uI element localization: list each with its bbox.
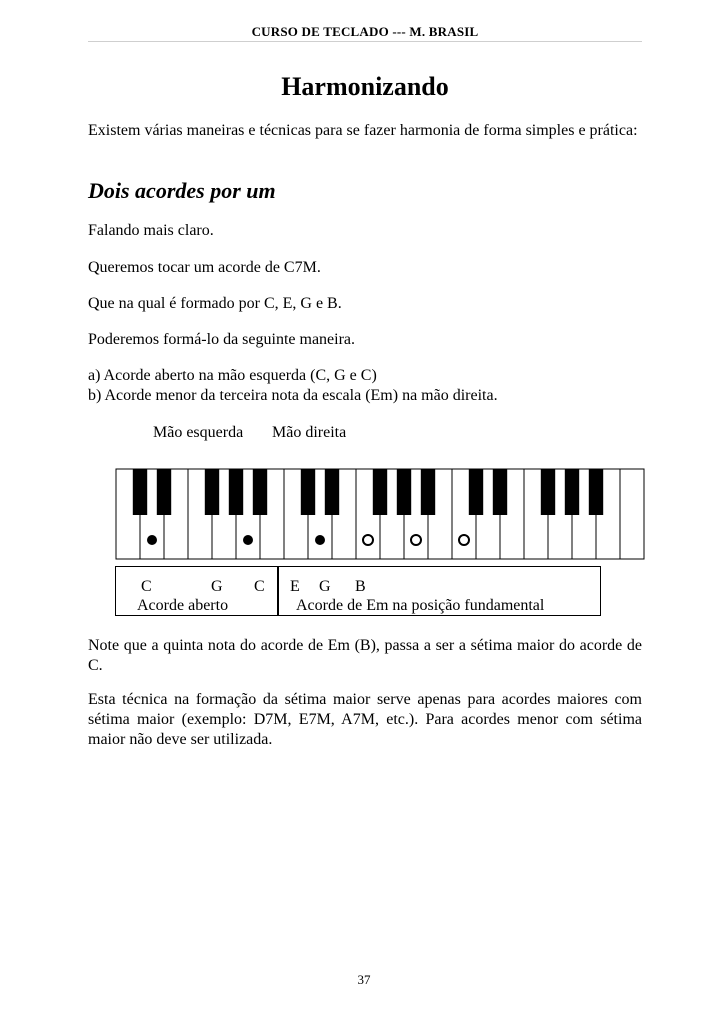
intro-paragraph: Existem várias maneiras e técnicas para se fazer harmonia de forma simples e prática: <box>88 122 638 139</box>
right-note-2: G <box>319 578 331 595</box>
black-key <box>565 469 579 515</box>
filled-note-marker <box>315 535 325 545</box>
right-hand-label: Mão direita <box>272 424 347 441</box>
right-note-3: B <box>355 578 366 595</box>
white-key <box>620 469 644 559</box>
black-key <box>373 469 387 515</box>
hollow-note-marker <box>411 535 421 545</box>
step-b: b) Acorde menor da terceira nota da escala (Em) na mão direita. <box>88 387 498 404</box>
right-note-1: E <box>290 578 300 595</box>
left-chord-label: Acorde aberto <box>137 597 229 614</box>
left-note-1: C <box>141 578 152 595</box>
text-line-2: Queremos tocar um acorde de C7M. <box>88 259 321 276</box>
text-line-4: Poderemos formá-lo da seguinte maneira. <box>88 331 356 348</box>
black-key <box>301 469 315 515</box>
text-line-1: Falando mais claro. <box>88 222 214 239</box>
black-key <box>133 469 147 515</box>
black-key <box>325 469 339 515</box>
hollow-note-marker <box>363 535 373 545</box>
right-chord-label: Acorde de Em na posição fundamental <box>296 597 545 614</box>
filled-note-marker <box>243 535 253 545</box>
filled-note-marker <box>147 535 157 545</box>
page-title: Harmonizando <box>281 72 449 101</box>
black-key <box>589 469 603 515</box>
step-a: a) Acorde aberto na mão esquerda (C, G e C) <box>88 367 377 384</box>
black-key <box>397 469 411 515</box>
left-chord-box <box>115 566 278 616</box>
page-header: CURSO DE TECLADO --- M. BRASIL <box>251 24 479 39</box>
section-subtitle: Dois acordes por um <box>88 178 276 203</box>
black-key <box>541 469 555 515</box>
header-rule <box>88 41 642 42</box>
left-hand-label: Mão esquerda <box>153 424 244 441</box>
black-key <box>229 469 243 515</box>
text-line-3: Que na qual é formado por C, E, G e B. <box>88 295 342 312</box>
black-key <box>469 469 483 515</box>
black-key <box>253 469 267 515</box>
note-paragraph-2: Esta técnica na formação da sétima maior serve apenas para acordes maiores com sétima maior (exemplo: D7M, E7M, A7M, etc.). Para acordes menor com sétima maior não deve ser utilizada. <box>88 691 642 748</box>
black-key <box>421 469 435 515</box>
black-key <box>205 469 219 515</box>
black-key <box>157 469 171 515</box>
page-number: 37 <box>357 972 371 987</box>
left-note-2: G <box>211 578 223 595</box>
piano-keyboard-diagram <box>115 468 645 560</box>
note-paragraph-1: Note que a quinta nota do acorde de Em (B), passa a ser a sétima maior do acorde de C. <box>88 637 642 674</box>
right-chord-box <box>278 566 601 616</box>
hollow-note-marker <box>459 535 469 545</box>
black-key <box>493 469 507 515</box>
left-note-3: C <box>254 578 265 595</box>
